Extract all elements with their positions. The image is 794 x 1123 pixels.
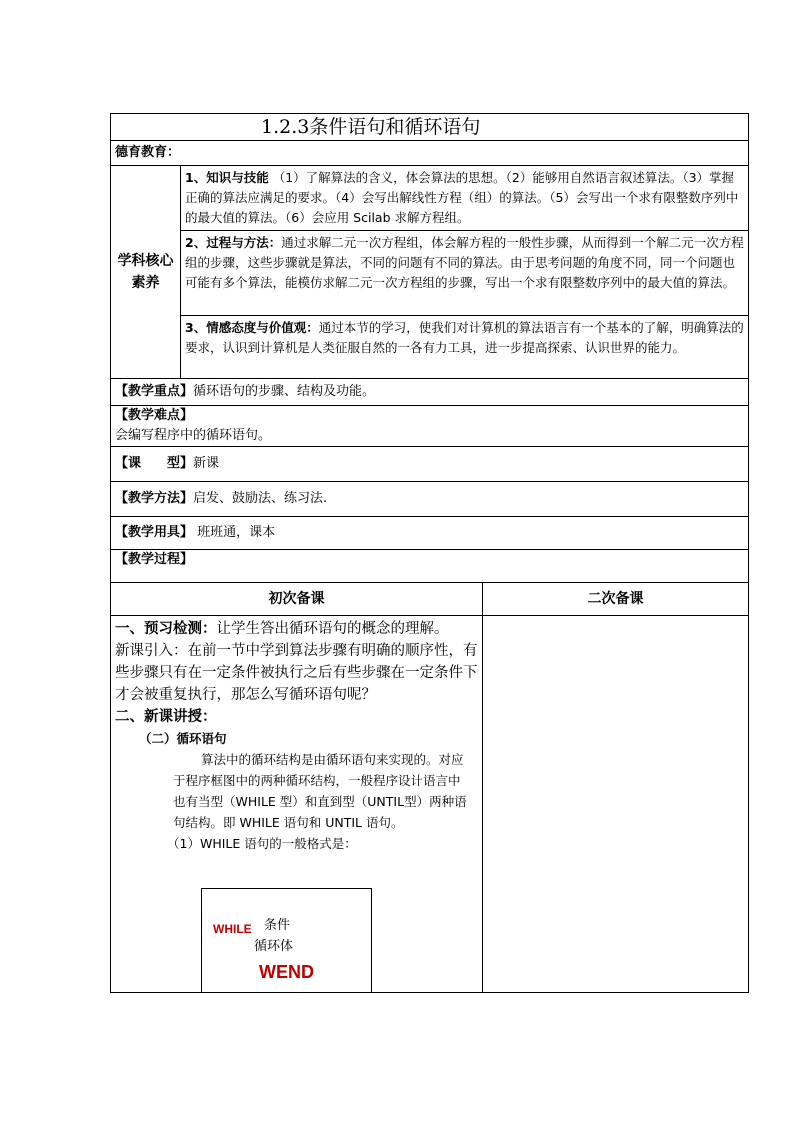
loop-subheading: （二）循环语句 bbox=[139, 731, 227, 746]
preview-text: 让学生答出循环语句的概念的理解。 bbox=[216, 621, 449, 637]
process-head: 2、过程与方法： bbox=[185, 235, 282, 250]
difficulty-text: 会编写程序中的循环语句。 bbox=[115, 428, 272, 443]
second-prep-header: 二次备课 bbox=[483, 583, 749, 616]
difficulty-row bbox=[111, 406, 749, 447]
wend-keyword: WEND bbox=[259, 962, 314, 982]
process-text: 通过求解二元一次方程组，体会解方程的一般性步骤，从而得到一个解二元一次方程组的步骤，这些步骤就是算法，不同的问题有不同的算法。由于思考问题的角度不同，同一个问题也可能有多个算法，能模仿求解二元一次方程组的步骤，写出一个求有限整数序列中的最大值的算法。 bbox=[185, 235, 744, 290]
knowledge-head: 1、知识与技能 bbox=[185, 170, 269, 185]
tools-text: 班班通，课本 bbox=[193, 525, 276, 540]
lesson-type-row bbox=[111, 447, 749, 482]
lesson-type-label: 【课 型】 bbox=[115, 456, 194, 471]
emotion-text: 通过本节的学习，使我们对计算机的算法语言有一个基本的了解，明确算法的要求，认识到计算机是人类征服自然的一各有力工具，进一步提高探索、认识世界的能力。 bbox=[185, 320, 744, 355]
second-prep-content bbox=[483, 616, 749, 993]
method-text: 启发、鼓励法、练习法. bbox=[193, 491, 328, 506]
preview-head: 一、预习检测： bbox=[115, 621, 217, 637]
difficulty-label: 【教学难点】 bbox=[115, 408, 194, 423]
while-format-line: （1）WHILE 语句的一般格式是： bbox=[167, 836, 357, 851]
new-lesson-heading: 二、新课讲授： bbox=[115, 709, 217, 725]
method-row bbox=[111, 482, 749, 517]
key-point-text: 循环语句的步骤、结构及功能。 bbox=[193, 384, 376, 399]
method-label: 【教学方法】 bbox=[115, 491, 194, 506]
key-point-row bbox=[111, 379, 749, 406]
preview-paragraph bbox=[115, 618, 478, 640]
emotion-objective bbox=[181, 316, 749, 379]
while-code-box bbox=[201, 888, 372, 993]
lesson-table bbox=[110, 113, 749, 993]
core-literacy-label: 学科核心素养 bbox=[111, 166, 181, 379]
while-keyword: WHILE bbox=[213, 922, 252, 936]
process-label: 【教学过程】 bbox=[115, 552, 194, 567]
page-title: 1.2.3条件语句和循环语句 bbox=[111, 114, 749, 141]
lesson-type-text: 新课 bbox=[193, 456, 220, 471]
knowledge-objective bbox=[181, 166, 749, 231]
emotion-head: 3、情感态度与价值观： bbox=[185, 320, 319, 335]
process-row bbox=[111, 550, 749, 583]
loop-body: 循环体 bbox=[254, 939, 294, 954]
tools-row bbox=[111, 517, 749, 550]
moral-education-label: 德育教育： bbox=[111, 141, 749, 166]
process-objective bbox=[181, 231, 749, 316]
knowledge-text: （1）了解算法的含义，体会算法的思想。（2）能够用自然语言叙述算法。（3）掌握正确的算法应满足的要求。（4）会写出解线性方程（组）的算法。（5）会写出一个求有限整数序列中的最大值的算法。（6）会应用 Scilab 求解方程组。 bbox=[185, 170, 739, 225]
tools-label: 【教学用具】 bbox=[115, 525, 194, 540]
intro-paragraph: 新课引入：在前一节中学到算法步骤有明确的顺序性，有些步骤只有在一定条件被执行之后有些步骤在一定条件下才会被重复执行，那怎么写循环语句呢？ bbox=[115, 643, 478, 703]
key-point-label: 【教学重点】 bbox=[115, 384, 194, 399]
while-condition: 条件 bbox=[264, 918, 291, 933]
lesson-plan bbox=[110, 113, 748, 993]
first-prep-content bbox=[111, 616, 483, 993]
loop-paragraph: 算法中的循环结构是由循环语句来实现的。对应于程序框图中的两种循环结构，一般程序设计语言中也有当型（WHILE 型）和直到型（UNTIL型）两种语句结构。即 WHILE 语句和 UNTIL 语句。 bbox=[173, 752, 467, 830]
first-prep-header: 初次备课 bbox=[111, 583, 483, 616]
